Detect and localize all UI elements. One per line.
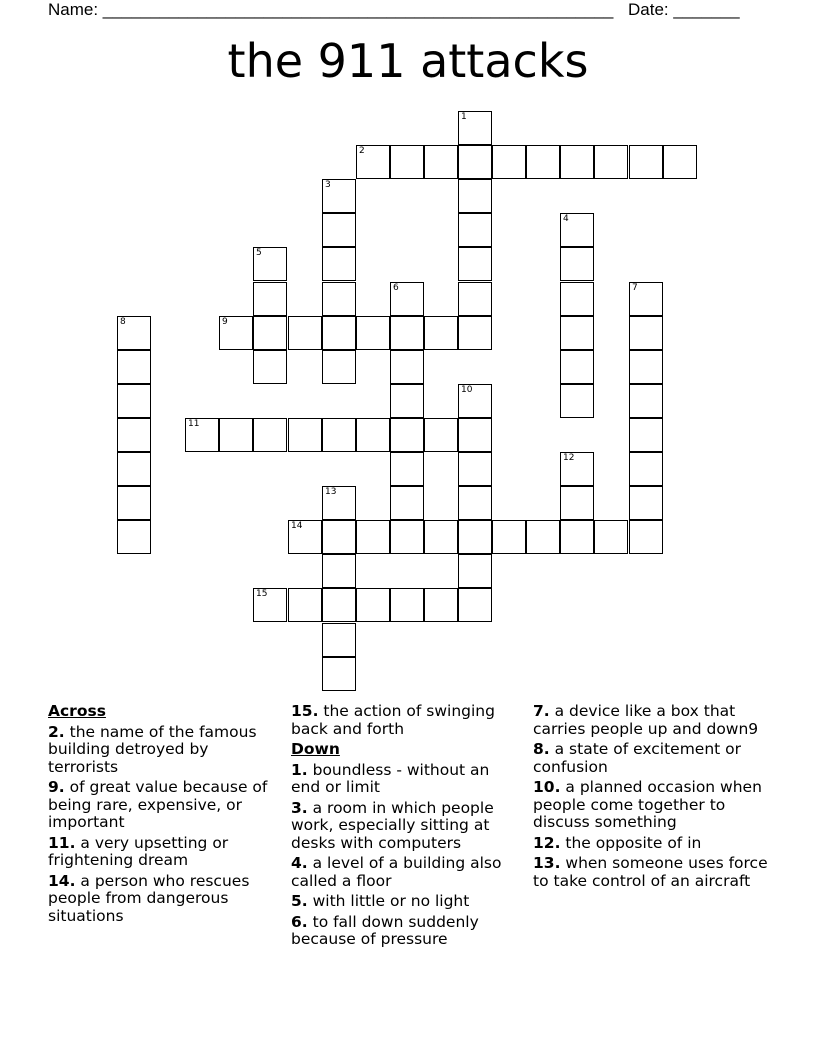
clues-column-3: [533, 703, 773, 893]
grid-cell[interactable]: [629, 452, 663, 486]
grid-cell[interactable]: [117, 316, 151, 350]
grid-cell[interactable]: [322, 247, 356, 281]
clue-down-3: 3. a room in which people work, especially sitting at desks with computers: [291, 798, 494, 852]
grid-cell[interactable]: [458, 179, 492, 213]
grid-cell[interactable]: [629, 520, 663, 554]
clue-across-11: 11. a very upsetting or frightening dream: [48, 833, 229, 869]
clue-number: 14: [291, 521, 303, 531]
grid-cell[interactable]: [390, 588, 424, 622]
clue-number: 7: [632, 283, 638, 293]
clue-down-6: 6. to fall down suddenly because of pressure: [291, 912, 479, 948]
grid-cell[interactable]: [322, 554, 356, 588]
grid-cell[interactable]: [458, 520, 492, 554]
clue-across-9: 9. of great value because of being rare, expensive, or important: [48, 778, 268, 831]
grid-cell[interactable]: [560, 316, 594, 350]
grid-cell[interactable]: [629, 282, 663, 316]
page-title: the 911 attacks: [227, 34, 589, 88]
grid-cell[interactable]: [560, 452, 594, 486]
grid-cell[interactable]: [424, 520, 458, 554]
grid-cell[interactable]: [629, 316, 663, 350]
grid-cell[interactable]: [629, 145, 663, 179]
grid-cell[interactable]: [560, 145, 594, 179]
grid-cell[interactable]: [458, 316, 492, 350]
grid-cell[interactable]: [390, 384, 424, 418]
grid-cell[interactable]: [390, 145, 424, 179]
clue-number: 8: [120, 317, 126, 327]
grid-cell[interactable]: [594, 145, 628, 179]
grid-cell[interactable]: [219, 418, 253, 452]
grid-cell[interactable]: [356, 316, 390, 350]
grid-cell[interactable]: [458, 213, 492, 247]
clue-number: 10: [461, 385, 473, 395]
grid-cell[interactable]: [526, 145, 560, 179]
grid-cell[interactable]: [322, 179, 356, 213]
grid-cell[interactable]: [390, 282, 424, 316]
grid-cell[interactable]: [458, 588, 492, 622]
clues-column-1: [48, 703, 276, 928]
clue-down-7: 7. a device like a box that carries people up and down9: [533, 702, 759, 738]
grid-cell[interactable]: [356, 520, 390, 554]
grid-cell[interactable]: [219, 316, 253, 350]
grid-cell[interactable]: [560, 247, 594, 281]
grid-cell[interactable]: [560, 486, 594, 520]
grid-cell[interactable]: [424, 316, 458, 350]
grid-cell[interactable]: [424, 145, 458, 179]
grid-cell[interactable]: [117, 350, 151, 384]
grid-cell[interactable]: [322, 657, 356, 691]
grid-cell[interactable]: [458, 247, 492, 281]
clue-down-10: 10. a planned occasion when people come together to discuss something: [533, 778, 762, 831]
grid-cell[interactable]: [390, 452, 424, 486]
grid-cell[interactable]: [253, 418, 287, 452]
grid-cell[interactable]: [526, 520, 560, 554]
grid-cell[interactable]: [594, 520, 628, 554]
grid-cell[interactable]: [117, 486, 151, 520]
clues-column-2: [291, 703, 516, 952]
grid-cell[interactable]: [253, 282, 287, 316]
grid-cell[interactable]: [560, 213, 594, 247]
grid-cell[interactable]: [458, 282, 492, 316]
grid-cell[interactable]: [424, 418, 458, 452]
grid-cell[interactable]: [458, 418, 492, 452]
grid-cell[interactable]: [629, 418, 663, 452]
clue-number: 12: [563, 453, 575, 463]
clue-down-5: 5. with little or no light: [291, 892, 470, 910]
grid-cell[interactable]: [322, 282, 356, 316]
clue-number: 2: [359, 146, 365, 156]
clue-number: 9: [222, 317, 228, 327]
grid-cell[interactable]: [322, 520, 356, 554]
grid-cell[interactable]: [458, 452, 492, 486]
down-heading: Down: [291, 740, 340, 758]
grid-cell[interactable]: [629, 384, 663, 418]
grid-cell[interactable]: [390, 350, 424, 384]
grid-cell[interactable]: [663, 145, 697, 179]
grid-cell[interactable]: [458, 486, 492, 520]
clue-number: 11: [188, 419, 200, 429]
grid-cell[interactable]: [322, 623, 356, 657]
grid-cell[interactable]: [560, 384, 594, 418]
grid-cell[interactable]: [390, 418, 424, 452]
clue-number: 3: [325, 180, 331, 190]
grid-cell[interactable]: [322, 316, 356, 350]
grid-cell[interactable]: [288, 418, 322, 452]
grid-cell[interactable]: [629, 486, 663, 520]
grid-cell[interactable]: [356, 145, 390, 179]
grid-cell[interactable]: [356, 588, 390, 622]
date-field-label: Date: _______: [628, 0, 740, 19]
clue-across-14: 14. a person who rescues people from dangerous situations: [48, 871, 250, 925]
grid-cell[interactable]: [458, 111, 492, 145]
grid-cell[interactable]: [458, 554, 492, 588]
grid-cell[interactable]: [390, 520, 424, 554]
grid-cell[interactable]: [288, 520, 322, 554]
grid-cell[interactable]: [629, 350, 663, 384]
grid-cell[interactable]: [560, 520, 594, 554]
clue-number: 6: [393, 283, 399, 293]
grid-cell[interactable]: [322, 350, 356, 384]
grid-cell[interactable]: [458, 384, 492, 418]
grid-cell[interactable]: [492, 145, 526, 179]
grid-cell[interactable]: [288, 588, 322, 622]
grid-cell[interactable]: [253, 350, 287, 384]
name-field-label: Name: ______________________________________________________: [48, 0, 614, 19]
clue-down-8: 8. a state of excitement or confusion: [533, 740, 742, 776]
clue-down-4: 4. a level of a building also called a floor: [291, 854, 502, 890]
grid-cell[interactable]: [390, 486, 424, 520]
clue-down-1: 1. boundless - without an end or limit: [291, 760, 490, 796]
grid-cell[interactable]: [117, 452, 151, 486]
clue-down-12: 12. the opposite of in: [533, 833, 702, 852]
grid-cell[interactable]: [322, 418, 356, 452]
grid-cell[interactable]: [288, 316, 322, 350]
grid-cell[interactable]: [322, 213, 356, 247]
clue-across-15: 15. the action of swinging back and forth: [291, 702, 495, 738]
grid-cell[interactable]: [322, 588, 356, 622]
grid-cell[interactable]: [253, 316, 287, 350]
clue-number: 13: [325, 487, 337, 497]
clue-number: 1: [461, 112, 467, 122]
clue-number: 15: [256, 589, 268, 599]
grid-cell[interactable]: [253, 247, 287, 281]
clue-across-2: 2. the name of the famous building detroyed by terrorists: [48, 722, 257, 776]
grid-cell[interactable]: [356, 418, 390, 452]
clue-down-13: 13. when someone uses force to take control of an aircraft: [533, 854, 768, 890]
grid-cell[interactable]: [117, 418, 151, 452]
grid-cell[interactable]: [492, 520, 526, 554]
clue-number: 4: [563, 214, 569, 224]
grid-cell[interactable]: [458, 145, 492, 179]
grid-cell[interactable]: [117, 520, 151, 554]
grid-cell[interactable]: [424, 588, 458, 622]
across-heading: Across: [48, 702, 106, 720]
grid-cell[interactable]: [322, 486, 356, 520]
grid-cell[interactable]: [253, 588, 287, 622]
grid-cell[interactable]: [117, 384, 151, 418]
grid-cell[interactable]: [560, 350, 594, 384]
grid-cell[interactable]: [185, 418, 219, 452]
clue-number: 5: [256, 248, 262, 258]
grid-cell[interactable]: [560, 282, 594, 316]
grid-cell[interactable]: [390, 316, 424, 350]
